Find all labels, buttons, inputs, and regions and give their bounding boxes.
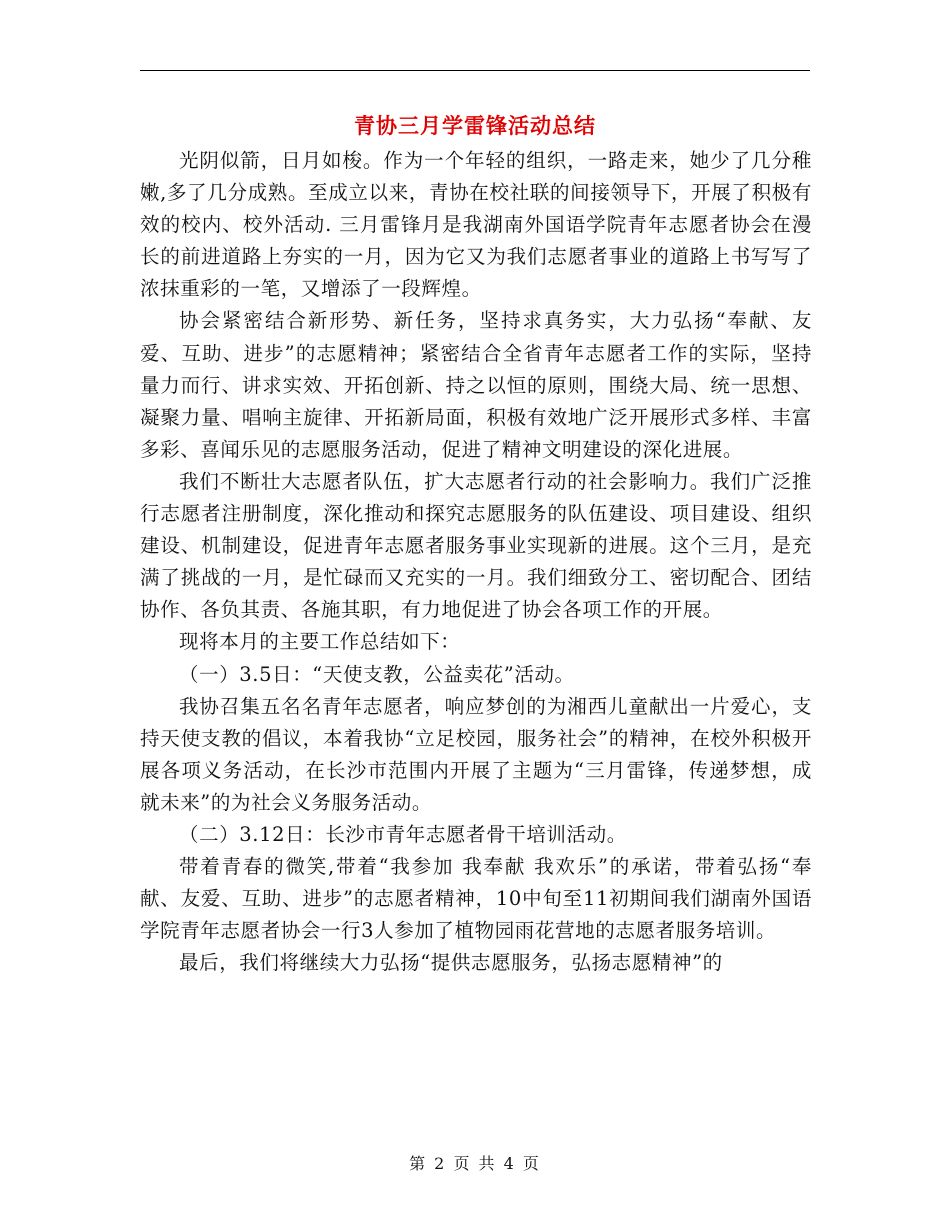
header-rule (140, 70, 810, 71)
document-body (140, 145, 812, 979)
paragraph-activity-1: 我协召集五名名青年志愿者，响应梦创的为湘西儿童献出一片爱心，支持天使支教的倡议，本着我协“立足校园，服务社会”的精神，在校外积极开展各项义务活动，在长沙市范围内开展了主题为“三月雷锋，传递梦想，成就未来”的为社会义务服务活动。 (140, 694, 812, 814)
document-title: 青协三月学雷锋活动总结 (354, 113, 596, 138)
page-footer: 第 2 页 共 4 页 (409, 1154, 541, 1173)
paragraph-closing: 最后，我们将继续大力弘扬“提供志愿服务，弘扬志愿精神”的 (179, 951, 723, 975)
section-heading-2: （二）3.12日：长沙市青年志愿者骨干培训活动。 (179, 822, 627, 846)
paragraph-activity-2: 带着青春的微笑,带着“我参加 我奉献 我欢乐”的承诺，带着弘扬“奉献、友爱、互助、进步”的志愿者精神，10中旬至11初期间我们湖南外国语学院青年志愿者协会一行3人参加了植物园雨花营地的志愿者服务培训。 (140, 855, 812, 943)
paragraph-spirit: 协会紧密结合新形势、新任务，坚持求真务实，大力弘扬“奉献、友爱、互助、进步”的志愿精神；紧密结合全省青年志愿者工作的实际，坚持量力而行、讲求实效、开拓创新、持之以恒的原则，围绕大局、统一思想、凝聚力量、唱响主旋律、开拓新局面，积极有效地广泛开展形式多样、丰富多彩、喜闻乐见的志愿服务活动，促进了精神文明建设的深化进展。 (140, 309, 812, 461)
paragraph-intro: 光阴似箭，日月如梭。作为一个年轻的组织，一路走来，她少了几分稚嫩,多了几分成熟。至成立以来，青协在校社联的间接领导下，开展了积极有效的校内、校外活动. 三月雷锋月是我湖南外国语学院青年志愿者协会在漫长的前进道路上夯实的一月，因为它又为我们志愿者事业的道路上书写写了浓抹重彩的一笔，又增添了一段辉煌。 (140, 149, 812, 301)
paragraph-team: 我们不断壮大志愿者队伍，扩大志愿者行动的社会影响力。我们广泛推行志愿者注册制度，深化推动和探究志愿服务的队伍建设、项目建设、组织建设、机制建设，促进青年志愿者服务事业实现新的进展。这个三月，是充满了挑战的一月，是忙碌而又充实的一月。我们细致分工、密切配合、团结协作、各负其责、各施其职，有力地促进了协会各项工作的开展。 (140, 469, 812, 622)
section-heading-1: （一）3.5日：“天使支教，公益卖花”活动。 (179, 662, 575, 686)
paragraph-summary-lead: 现将本月的主要工作总结如下： (179, 630, 461, 654)
